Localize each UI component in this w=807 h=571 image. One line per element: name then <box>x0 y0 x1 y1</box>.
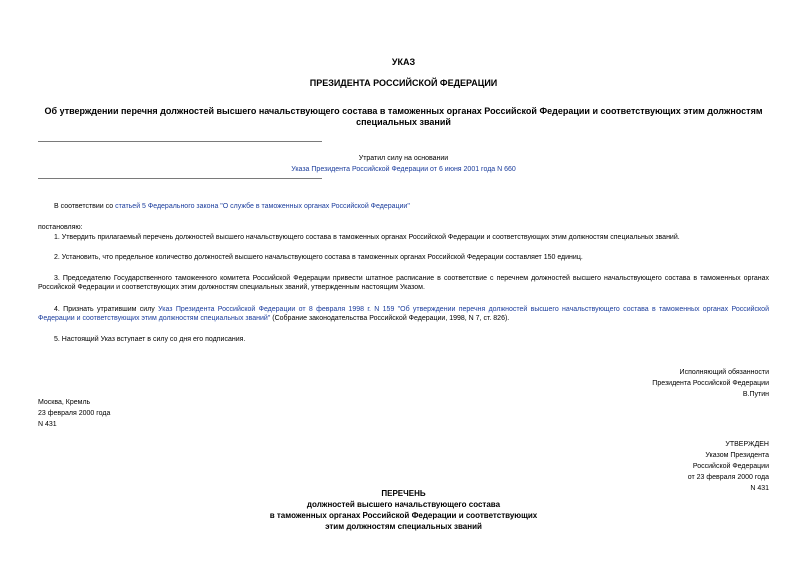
place-date-block <box>38 398 238 429</box>
law-article-link[interactable]: статьей 5 Федерального закона "О службе в таможенных органах Российской Федерации" <box>115 203 410 210</box>
intro-paragraph <box>38 202 769 211</box>
signature-line-1: Исполняющий обязанности <box>679 369 769 376</box>
lost-force-link-wrap <box>0 165 807 174</box>
paragraph-4-suffix: (Собрание законодательства Российской Федерации, 1998, N 7, ст. 826). <box>270 315 510 322</box>
list-title <box>0 489 807 532</box>
decree-title: УКАЗ <box>391 57 416 67</box>
list-title-line-3: в таможенных органах Российской Федерации и соответствующих <box>269 511 538 520</box>
decree-word: постановляю: <box>38 224 83 231</box>
approved-block <box>469 440 769 493</box>
lost-force-note: Утратил силу на основании <box>358 155 449 162</box>
list-title-line-2: должностей высшего начальствующего состава <box>306 500 501 509</box>
signature-name: В.Путин <box>742 391 769 398</box>
list-title-line-4: этим должностям специальных званий <box>325 522 482 531</box>
repealed-decree-link[interactable]: Указ Президента Российской Федерации от 8 февраля 1998 г. N 159 "Об утверждении перечня должностей высшего начальствующего состава в таможенных органах Российской Федерации и соответствующих этим должностям специальных званий" <box>38 306 769 322</box>
decree-issuer: ПРЕЗИДЕНТА РОССИЙСКОЙ ФЕДЕРАЦИИ <box>309 78 498 88</box>
approved-line-2: Указом Президента <box>705 452 769 459</box>
paragraph-1: 1. Утвердить прилагаемый перечень должностей высшего начальствующего состава в таможенных органах Российской Федерации и соответствующих этим должностям специальных званий. <box>54 234 680 241</box>
paragraph-3: 3. Председателю Государственного таможенного комитета Российской Федерации привести штатное расписание в соответствие с перечнем должностей высшего начальствующего состава в таможенных органах Российской Федерации и соответствующих этим должностям специальных званий, утвержденным настоящим Указом. <box>38 275 769 291</box>
place: Москва, Кремль <box>38 399 91 406</box>
decree-number: N 431 <box>38 421 57 428</box>
approved-line-3: Российской Федерации <box>692 463 769 470</box>
approved-line-4: от 23 февраля 2000 года <box>687 474 769 481</box>
approved-line-5: N 431 <box>750 485 769 492</box>
signature-line-2: Президента Российской Федерации <box>652 380 769 387</box>
decree-subject: Об утверждении перечня должностей высшего начальствующего состава в таможенных органах Российской Федерации и соответствующих этим должностям специальных званий <box>44 106 763 127</box>
signature-block <box>469 368 769 399</box>
paragraph-4 <box>38 305 769 323</box>
approved-line-1: УТВЕРЖДЕН <box>725 441 769 448</box>
list-title-line-1: ПЕРЕЧЕНЬ <box>381 489 426 498</box>
date: 23 февраля 2000 года <box>38 410 111 417</box>
paragraph-2: 2. Установить, что предельное количество должностей высшего начальствующего состава в таможенных органах Российской Федерации составляет 150 единиц. <box>54 254 583 261</box>
divider-top <box>38 141 322 142</box>
intro-prefix: В соответствии со <box>54 203 116 210</box>
lost-force-link[interactable]: Указа Президента Российской Федерации от 6 июня 2001 года N 660 <box>291 166 516 173</box>
divider-bottom <box>38 178 322 179</box>
paragraph-4-prefix: 4. Признать утратившим силу <box>54 306 159 313</box>
paragraph-5: 5. Настоящий Указ вступает в силу со дня его подписания. <box>54 336 246 343</box>
